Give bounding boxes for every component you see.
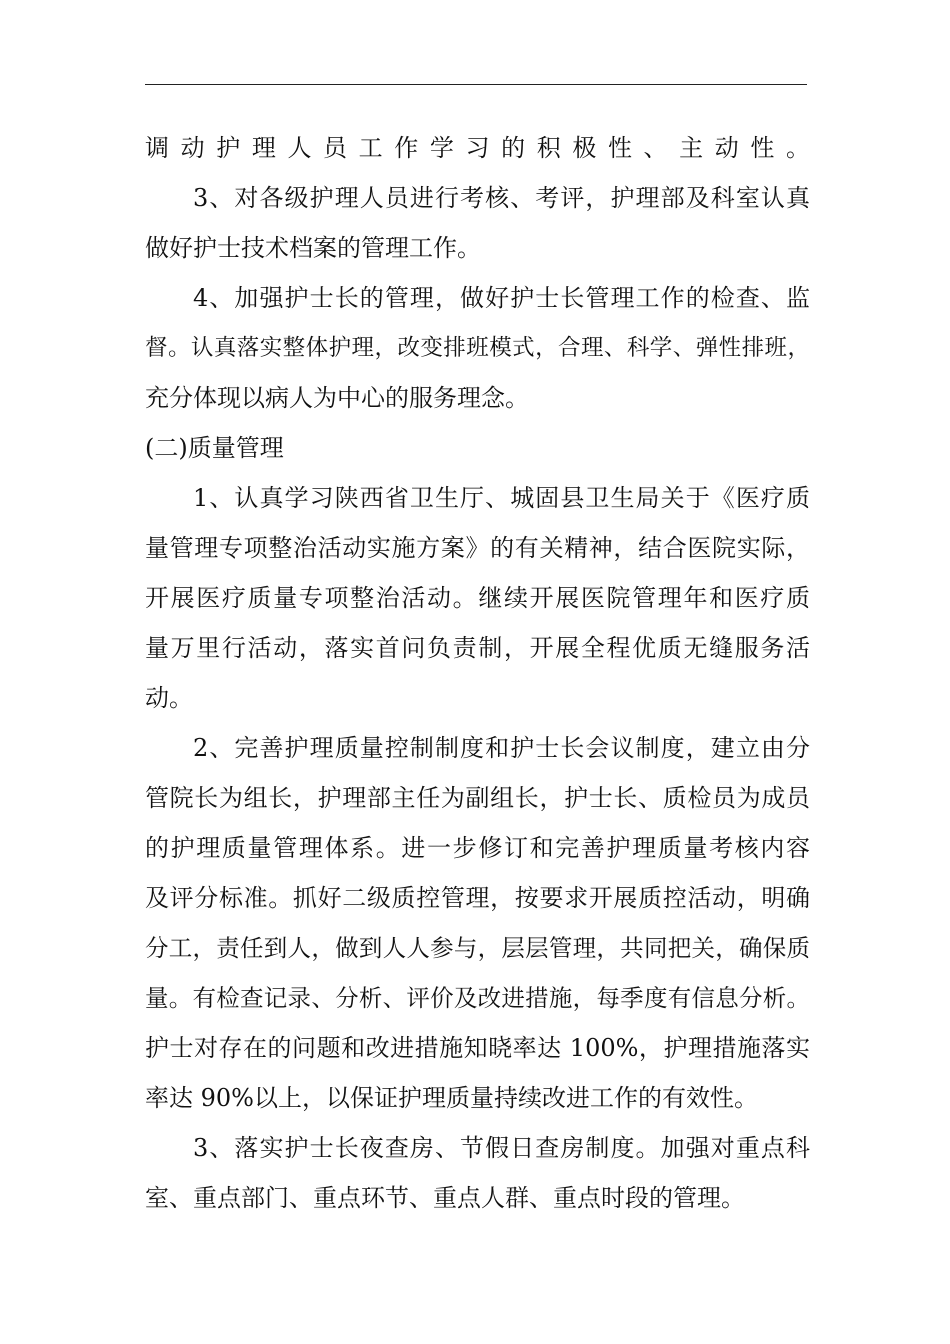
document-body [145, 123, 810, 1223]
text-line-1: 调动护理人员工作学习的积极性、主动性。 [145, 134, 810, 162]
text-line-13: 2、完善护理质量控制制度和护士长会议制度，建立由分 [193, 734, 810, 762]
text-line-17: 分工，责任到人，做到人人参与，层层管理，共同把关，确保质 [145, 934, 810, 962]
text-line-10: 开展医疗质量专项整治活动。继续开展医院管理年和医疗质 [145, 584, 810, 612]
text-line-20: 率达 90%以上，以保证护理质量持续改进工作的有效性。 [145, 1084, 758, 1112]
text-line-11: 量万里行活动，落实首问负责制，开展全程优质无缝服务活 [145, 634, 810, 662]
text-line-14: 管院长为组长，护理部主任为副组长，护士长、质检员为成员 [145, 784, 810, 812]
text-line-16: 及评分标准。抓好二级质控管理，按要求开展质控活动，明确 [145, 884, 810, 912]
text-line-15: 的护理质量管理体系。进一步修订和完善护理质量考核内容 [145, 834, 810, 862]
text-line-6: 充分体现以病人为中心的服务理念。 [145, 384, 529, 412]
text-line-22: 室、重点部门、重点环节、重点人群、重点时段的管理。 [145, 1184, 745, 1212]
text-line-19: 护士对存在的问题和改进措施知晓率达 100%，护理措施落实 [145, 1034, 810, 1062]
text-line-3: 做好护士技术档案的管理工作。 [145, 234, 481, 262]
text-line-18: 量。有检查记录、分析、评价及改进措施，每季度有信息分析。 [145, 984, 810, 1012]
text-line-9: 量管理专项整治活动实施方案》的有关精神，结合医院实际， [145, 534, 810, 562]
header-rule [145, 84, 807, 85]
text-line-5: 督。认真落实整体护理，改变排班模式，合理、科学、弹性排班， [145, 335, 810, 361]
text-line-2: 3、对各级护理人员进行考核、考评，护理部及科室认真 [193, 184, 810, 212]
text-line-12: 动。 [145, 684, 193, 712]
text-line-21: 3、落实护士长夜查房、节假日查房制度。加强对重点科 [193, 1134, 810, 1162]
text-line-4: 4、加强护士长的管理，做好护士长管理工作的检查、监 [193, 284, 810, 312]
section-heading: (二)质量管理 [145, 434, 284, 462]
text-line-8: 1、认真学习陕西省卫生厅、城固县卫生局关于《医疗质 [193, 484, 810, 512]
